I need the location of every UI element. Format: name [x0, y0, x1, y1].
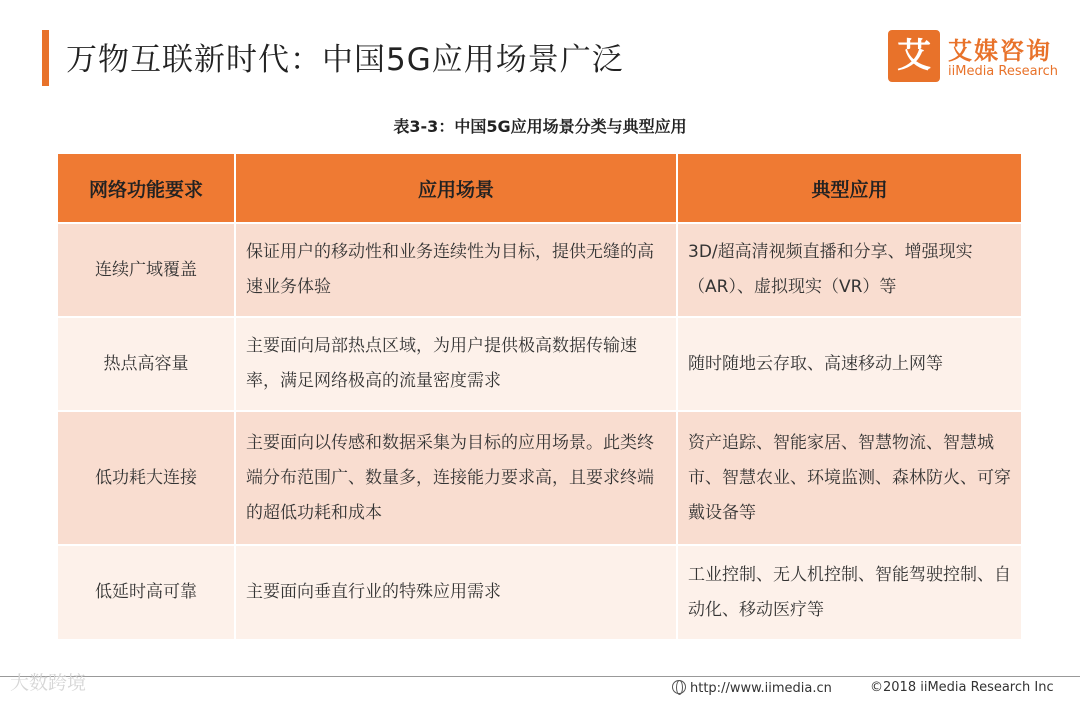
table-row — [58, 223, 1021, 317]
page-title: 万物互联新时代：中国5G应用场景广泛 — [66, 42, 624, 78]
cell-application: 资产追踪、智能家居、智慧物流、智慧城市、智慧农业、环境监测、森林防火、可穿戴设备等 — [677, 411, 1021, 545]
globe-icon — [672, 680, 686, 694]
table-header-row — [58, 154, 1021, 223]
title-accent-bar — [42, 30, 49, 86]
header-typical-application: 典型应用 — [677, 154, 1021, 223]
cell-scenario: 保证用户的移动性和业务连续性为目标，提供无缝的高速业务体验 — [235, 223, 677, 317]
cell-scenario: 主要面向垂直行业的特殊应用需求 — [235, 545, 677, 639]
footer-divider — [0, 676, 1080, 677]
logo-en-text: iiMedia Research — [948, 64, 1059, 79]
logo-mark-icon: 艾 — [888, 30, 940, 82]
header-network-requirement: 网络功能要求 — [58, 154, 235, 223]
cell-scenario: 主要面向局部热点区域，为用户提供极高数据传输速率，满足网络极高的流量密度需求 — [235, 317, 677, 411]
header-application-scenario: 应用场景 — [235, 154, 677, 223]
table-row — [58, 411, 1021, 545]
table-row — [58, 317, 1021, 411]
scenario-table — [58, 154, 1021, 639]
cell-application: 3D/超高清视频直播和分享、增强现实（AR）、虚拟现实（VR）等 — [677, 223, 1021, 317]
cell-requirement: 低延时高可靠 — [58, 545, 235, 639]
cell-requirement: 连续广域覆盖 — [58, 223, 235, 317]
footer-url-text[interactable]: http://www.iimedia.cn — [690, 681, 832, 696]
table-row — [58, 545, 1021, 639]
footer-copyright: ©2018 iiMedia Research Inc — [870, 680, 1054, 695]
cell-scenario: 主要面向以传感和数据采集为目标的应用场景。此类终端分布范围广、数量多，连接能力要求高，且要求终端的超低功耗和成本 — [235, 411, 677, 545]
cell-requirement: 低功耗大连接 — [58, 411, 235, 545]
watermark: 大数跨境 — [10, 672, 87, 694]
table-caption: 表3-3：中国5G应用场景分类与典型应用 — [393, 117, 687, 136]
footer-url[interactable] — [672, 680, 832, 696]
cell-application: 工业控制、无人机控制、智能驾驶控制、自动化、移动医疗等 — [677, 545, 1021, 639]
cell-requirement: 热点高容量 — [58, 317, 235, 411]
cell-application: 随时随地云存取、高速移动上网等 — [677, 317, 1021, 411]
logo-cn-text: 艾媒咨询 — [948, 37, 1052, 65]
iimedia-logo — [888, 30, 1068, 82]
